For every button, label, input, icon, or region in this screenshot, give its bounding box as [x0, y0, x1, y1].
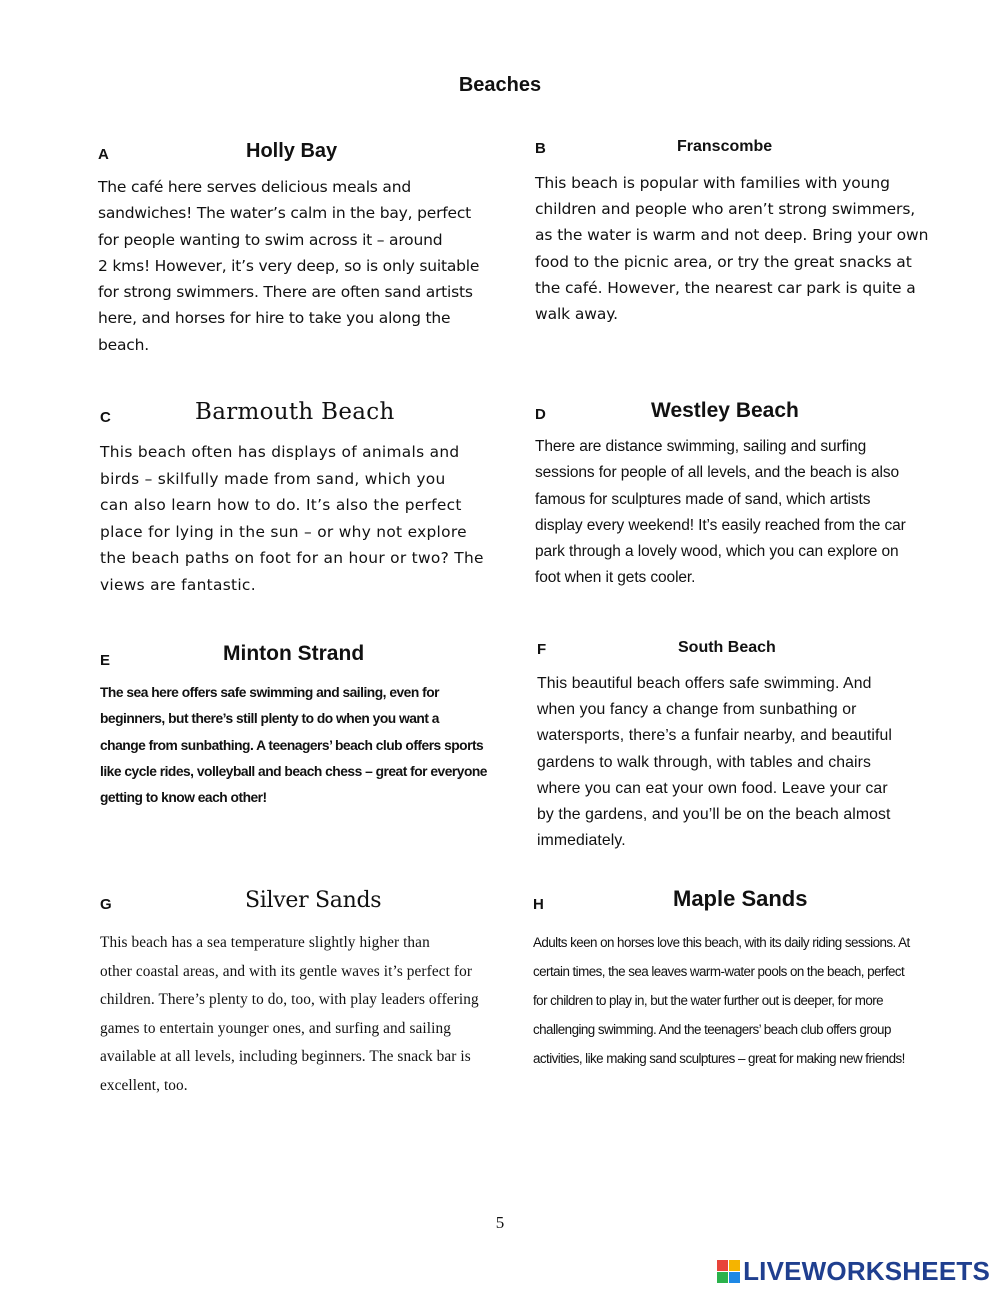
- text-line: where you can eat your own food. Leave your car: [537, 779, 888, 797]
- beach-name: South Beach: [678, 639, 776, 656]
- section-letter: C: [100, 409, 111, 426]
- beach-section-d: [535, 396, 935, 596]
- text-line: excellent, too.: [100, 1076, 188, 1094]
- text-line: sandwiches! The water’s calm in the bay, perfect: [98, 204, 472, 223]
- text-line: watersports, there’s a funfair nearby, and beautiful: [537, 727, 892, 745]
- text-line: children. There’s plenty to do, too, with play leaders offering: [100, 991, 479, 1008]
- page-title: Beaches: [458, 74, 542, 96]
- text-line: for children to play in, but the water further out is deeper, for more: [533, 993, 884, 1008]
- text-line: the café. However, the nearest car park is quite a: [535, 278, 916, 297]
- text-line: can also learn how to do. It’s also the perfect: [100, 496, 462, 514]
- text-line: getting to know each other!: [100, 790, 267, 806]
- beach-section-c: [100, 396, 500, 606]
- text-line: The sea here offers safe swimming and sailing, even for: [100, 685, 440, 700]
- beach-name: Minton Strand: [223, 642, 365, 665]
- beach-section-g: [100, 886, 520, 1106]
- section-letter: H: [533, 896, 544, 913]
- text-line: This beautiful beach offers safe swimming. And: [537, 675, 872, 692]
- section-letter: E: [100, 652, 111, 669]
- section-letter: F: [537, 641, 547, 658]
- text-line: immediately.: [537, 832, 626, 850]
- text-line: the beach paths on foot for an hour or two? The: [100, 549, 484, 567]
- text-line: by the gardens, and you’ll be on the beach almost: [537, 806, 891, 824]
- liveworksheets-logo-icon: [717, 1260, 740, 1283]
- beach-description: [98, 174, 498, 358]
- beach-section-b: [535, 136, 935, 336]
- text-line: This beach has a sea temperature slightly higher than: [100, 934, 430, 951]
- beach-name: Barmouth Beach: [195, 399, 395, 425]
- text-line: activities, like making sand sculptures – great for making new friends!: [533, 1051, 905, 1066]
- beach-description: [100, 439, 500, 598]
- text-line: place for lying in the sun – or why not explore: [100, 522, 467, 541]
- beach-name: Maple Sands: [673, 886, 808, 911]
- text-line: birds – skilfully made from sand, which you: [100, 469, 446, 488]
- watermark-text: LIVEWORKSHEETS: [743, 1255, 990, 1286]
- section-letter: B: [535, 140, 546, 157]
- beach-section-f: [537, 637, 937, 857]
- section-letter: G: [100, 896, 112, 913]
- text-line: gardens to walk through, with tables and chairs: [537, 753, 871, 771]
- section-letter: A: [98, 146, 109, 163]
- text-line: beach.: [98, 335, 149, 354]
- text-line: beginners, but there’s still plenty to do when you want a: [100, 711, 439, 727]
- text-line: challenging swimming. And the teenagers’ beach club offers group: [533, 1022, 891, 1037]
- beach-name: Franscombe: [677, 138, 773, 155]
- beach-description: [537, 671, 937, 854]
- text-line: views are fantastic.: [100, 575, 256, 594]
- page-number: 5: [495, 1213, 505, 1232]
- beach-description: [533, 928, 953, 1073]
- text-line: sessions for people of all levels, and the beach is also: [535, 464, 900, 482]
- text-line: for people wanting to swim across it – around: [98, 230, 443, 249]
- text-line: 2 kms! However, it’s very deep, so is only suitable: [98, 256, 480, 275]
- text-line: when you fancy a change from sunbathing or: [537, 701, 857, 719]
- text-line: famous for sculptures made of sand, which artists: [535, 490, 871, 508]
- text-line: here, and horses for hire to take you along the: [98, 309, 451, 328]
- beach-description: [100, 929, 520, 1100]
- beach-description: [535, 434, 935, 592]
- beach-section-e: [100, 640, 500, 820]
- text-line: other coastal areas, and with its gentle waves it’s perfect for: [100, 962, 473, 980]
- text-line: walk away.: [535, 305, 618, 324]
- text-line: food to the picnic area, or try the great snacks at: [535, 252, 912, 271]
- beach-section-a: [98, 138, 498, 358]
- beach-name: Holly Bay: [246, 140, 338, 162]
- text-line: as the water is warm and not deep. Bring your own: [535, 226, 929, 245]
- text-line: display every weekend! It’s easily reached from the car: [535, 516, 906, 534]
- text-line: foot when it gets cooler.: [535, 569, 696, 587]
- beach-section-h: [533, 884, 953, 1084]
- text-line: This beach often has displays of animals and: [100, 443, 460, 461]
- text-line: change from sunbathing. A teenagers’ beach club offers sports: [100, 737, 484, 753]
- text-line: certain times, the sea leaves warm-water pools on the beach, perfect: [533, 964, 905, 979]
- text-line: games to entertain younger ones, and surfing and sailing: [100, 1019, 451, 1037]
- text-line: for strong swimmers. There are often sand artists: [98, 283, 473, 302]
- text-line: The café here serves delicious meals and: [98, 178, 411, 196]
- text-line: available at all levels, including beginners. The snack bar is: [100, 1048, 471, 1065]
- text-line: like cycle rides, volleyball and beach chess – great for everyone: [100, 763, 487, 779]
- beach-name: Silver Sands: [245, 888, 382, 913]
- text-line: This beach is popular with families with young: [535, 174, 890, 192]
- beach-name: Westley Beach: [651, 399, 799, 422]
- section-letter: D: [535, 406, 546, 423]
- text-line: Adults keen on horses love this beach, with its daily riding sessions. At: [533, 935, 910, 950]
- text-line: children and people who aren’t strong swimmers,: [535, 200, 916, 219]
- beach-description: [535, 170, 935, 327]
- liveworksheets-watermark: [717, 1256, 990, 1286]
- beach-description: [100, 680, 500, 811]
- text-line: park through a lovely wood, which you can explore on: [535, 543, 899, 561]
- text-line: There are distance swimming, sailing and surfing: [535, 438, 867, 455]
